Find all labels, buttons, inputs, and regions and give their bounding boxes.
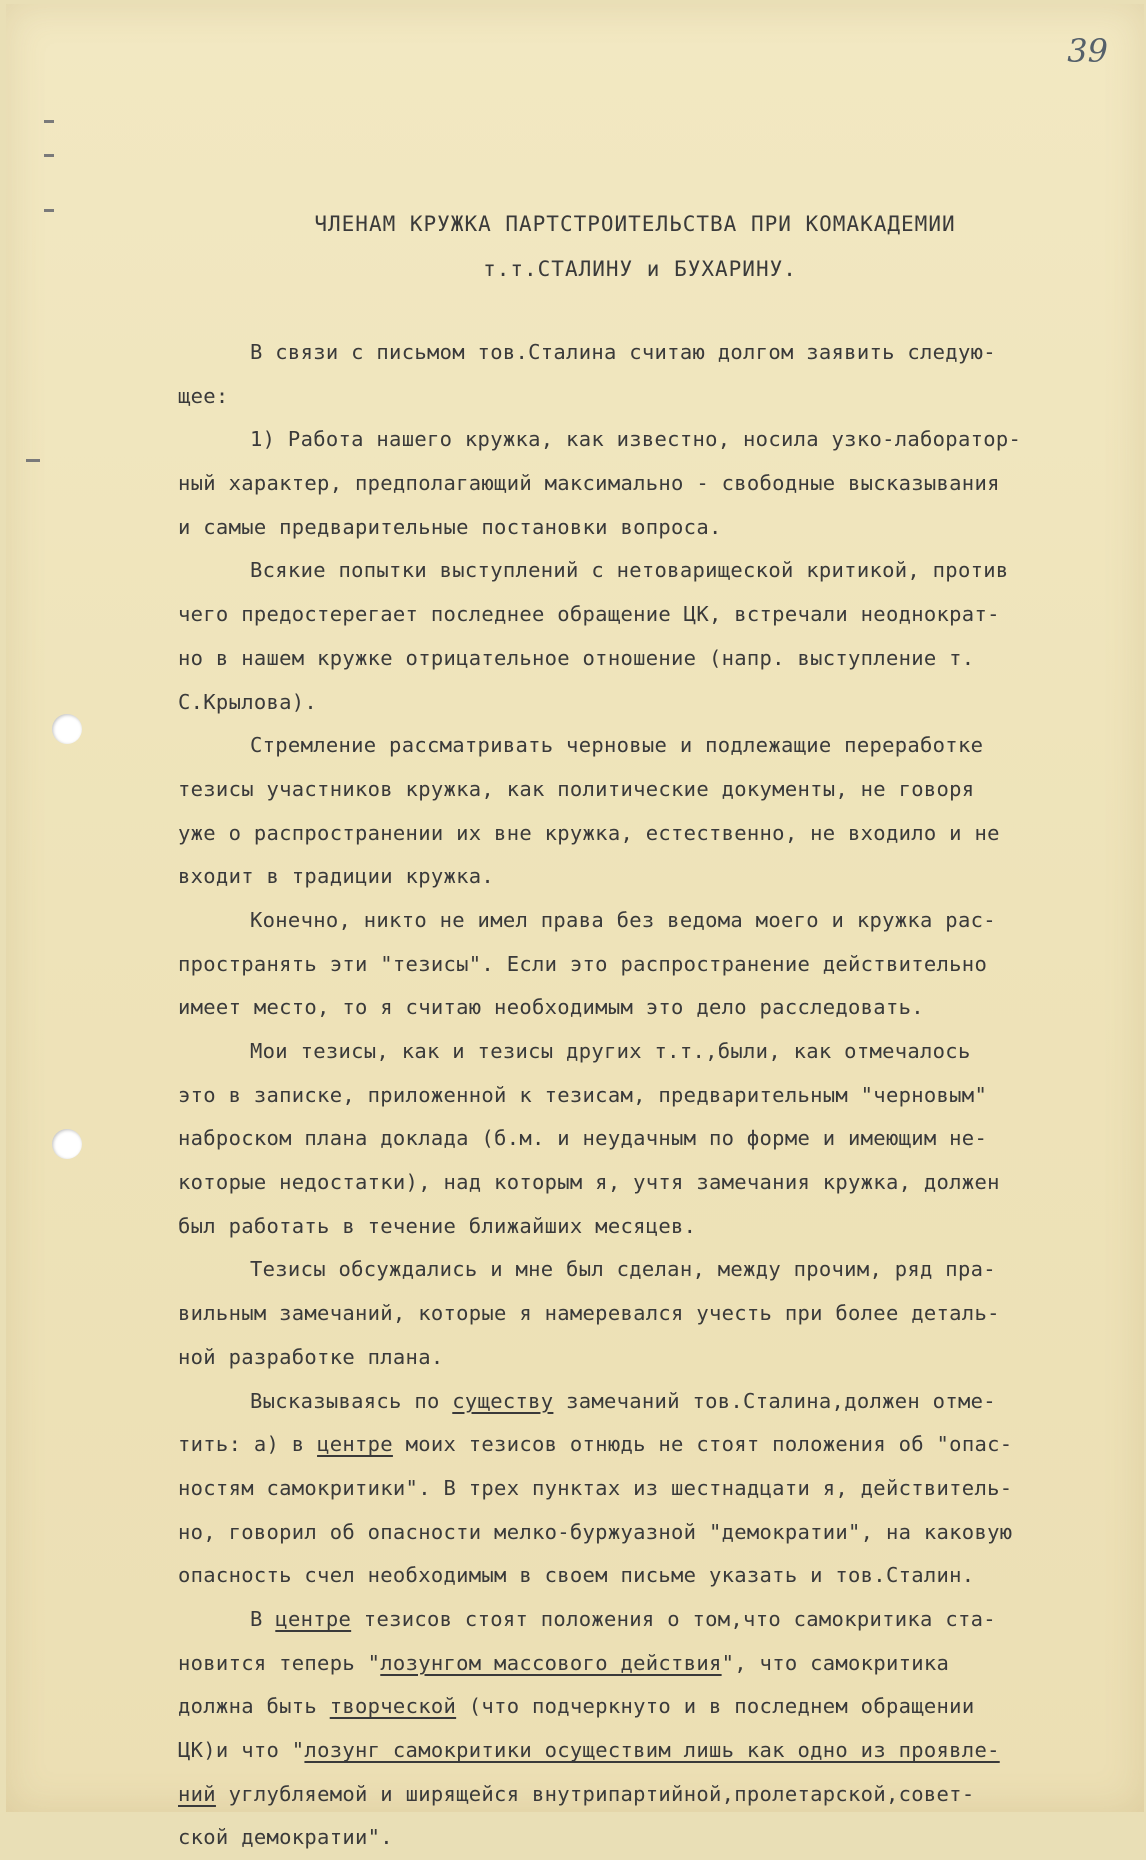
text-run: моих тезисов отнюдь не стоят положения об "опас- (392, 1432, 1013, 1457)
margin-mark (44, 120, 54, 123)
heading-line-2: т.т.СТАЛИНУ и БУХАРИНУ. (483, 257, 797, 281)
text-run: ", что самокритика (721, 1650, 950, 1675)
text-run: должна быть (178, 1694, 330, 1719)
text-line (178, 724, 1128, 768)
text-run: чего предостерегает последнее обращение ЦК, встречали неоднократ- (178, 602, 1000, 627)
text-line (178, 1729, 1128, 1773)
text-line (178, 1336, 1128, 1380)
text-line (178, 1161, 1128, 1205)
text-line (178, 899, 1128, 943)
text-line (178, 549, 1128, 593)
underlined-text: ний (178, 1781, 216, 1806)
text-run: был работать в течение ближайших месяцев. (178, 1213, 697, 1238)
text-line (178, 986, 1128, 1030)
text-run: Стремление рассматривать черновые и подлежащие переработке (250, 733, 984, 758)
text-run: Высказываясь по (250, 1388, 453, 1413)
text-line (178, 1467, 1128, 1511)
text-run: наброском плана доклада (б.м. и неудачным по форме и имеющим не- (178, 1126, 988, 1151)
text-line (178, 1423, 1128, 1467)
text-line (178, 1773, 1128, 1817)
text-run: ской демократии". (178, 1825, 393, 1850)
text-run: тить: а) в (178, 1432, 318, 1457)
text-run: В (250, 1606, 276, 1631)
letter-body (178, 331, 1128, 1860)
text-line (178, 1380, 1128, 1424)
text-line (178, 1248, 1128, 1292)
text-run: (что подчеркнуто и в последнем обращении (456, 1694, 975, 1719)
text-line (178, 1816, 1128, 1860)
text-line (178, 593, 1128, 637)
text-run: В связи с письмом тов.Сталина считаю долгом заявить следую- (250, 340, 996, 364)
text-line (178, 375, 1128, 419)
text-line (178, 637, 1128, 681)
text-line (178, 331, 1128, 375)
page-number: 39 (1067, 32, 1108, 70)
margin-mark (26, 459, 40, 462)
text-line (178, 462, 1128, 506)
text-line (178, 1598, 1128, 1642)
text-line (178, 812, 1128, 856)
text-run: уже о распространении их вне кружка, естественно, не входило и не (178, 820, 1000, 845)
text-run: тезисов стоят положения о том,что самокритика ста- (351, 1606, 996, 1631)
text-line (178, 1030, 1128, 1074)
margin-mark (44, 209, 54, 212)
text-line (178, 768, 1128, 812)
text-line (178, 1554, 1128, 1598)
text-run: пространять эти "тезисы". Если это распространение действительно (178, 951, 988, 976)
text-run: новится теперь " (178, 1650, 381, 1675)
text-run: замечаний тов.Сталина,должен отме- (553, 1388, 996, 1413)
underlined-text: центре (317, 1432, 393, 1457)
text-run: Мои тезисы, как и тезисы других т.т.,были, как отмечалось (250, 1039, 971, 1063)
text-run: тезисы участников кружка, как политические документы, не говоря (178, 776, 975, 801)
text-run: которые недостатки), над которым я, учтя замечания кружка, должен (178, 1170, 1000, 1195)
text-run: ЦК)и что " (178, 1738, 305, 1762)
text-line (178, 1511, 1128, 1555)
text-run: Тезисы обсуждались и мне был сделан, между прочим, ряд пра- (250, 1257, 996, 1282)
text-run: щее: (178, 383, 229, 408)
underlined-text: творческой (329, 1694, 457, 1719)
text-run: и самые предварительные постановки вопроса. (178, 514, 722, 539)
text-run: имеет место, то я считаю необходимым это дело расследовать. (178, 995, 924, 1020)
text-run: 1) Работа нашего кружка, как известно, носила узко-лаборатор- (250, 427, 1022, 452)
text-run: углубляемой и ширящейся внутрипартийной,пролетарской,совет- (215, 1781, 975, 1806)
text-line (178, 1074, 1128, 1118)
text-run: вильным замечаний, которые я намеревался учесть при более деталь- (178, 1301, 1000, 1326)
text-run: но в нашем кружке отрицательное отношение (напр. выступление т. (178, 645, 975, 670)
text-run: но, говорил об опасности мелко-буржуазной "демократии", на каковую (178, 1519, 1013, 1544)
underlined-text: лозунг самокритики осуществим лишь как одно из проявле- (304, 1738, 1000, 1762)
underlined-text: центре (275, 1606, 352, 1631)
text-line (178, 506, 1128, 550)
text-run: Конечно, никто не имел права без ведома моего и кружка рас- (250, 907, 996, 932)
text-line (178, 418, 1128, 462)
punch-hole (52, 1129, 82, 1159)
text-run: это в записке, приложенной к тезисам, предварительным "черновым" (178, 1082, 988, 1107)
text-line (178, 943, 1128, 987)
underlined-text: существу (452, 1388, 554, 1413)
text-line (178, 1642, 1128, 1686)
document-page (6, 4, 1144, 1850)
text-line (178, 855, 1128, 899)
text-run: ностям самокритики". В трех пунктах из шестнадцати я, действитель- (178, 1475, 1013, 1500)
text-run: входит в традиции кружка. (178, 864, 495, 889)
text-line (178, 1292, 1128, 1336)
text-run: Всякие попытки выступлений с нетоварищеской критикой, против (250, 558, 1009, 583)
text-line (178, 681, 1128, 725)
text-line (178, 1205, 1128, 1249)
text-run: ной разработке плана. (178, 1344, 444, 1369)
margin-mark (44, 154, 54, 157)
underlined-text: лозунгом массового действия (380, 1650, 722, 1675)
text-run: опасность счел необходимым в своем письме указать и тов.Сталин. (178, 1563, 975, 1588)
text-run: С.Крылова). (178, 689, 318, 714)
text-line (178, 1117, 1128, 1161)
punch-hole (52, 714, 82, 744)
text-run: ный характер, предполагающий максимально - свободные высказывания (178, 471, 1000, 496)
text-line (178, 1685, 1128, 1729)
heading-line-1: ЧЛЕНАМ КРУЖКА ПАРТСТРОИТЕЛЬСТВА ПРИ КОМАКАДЕМИИ (314, 212, 956, 236)
